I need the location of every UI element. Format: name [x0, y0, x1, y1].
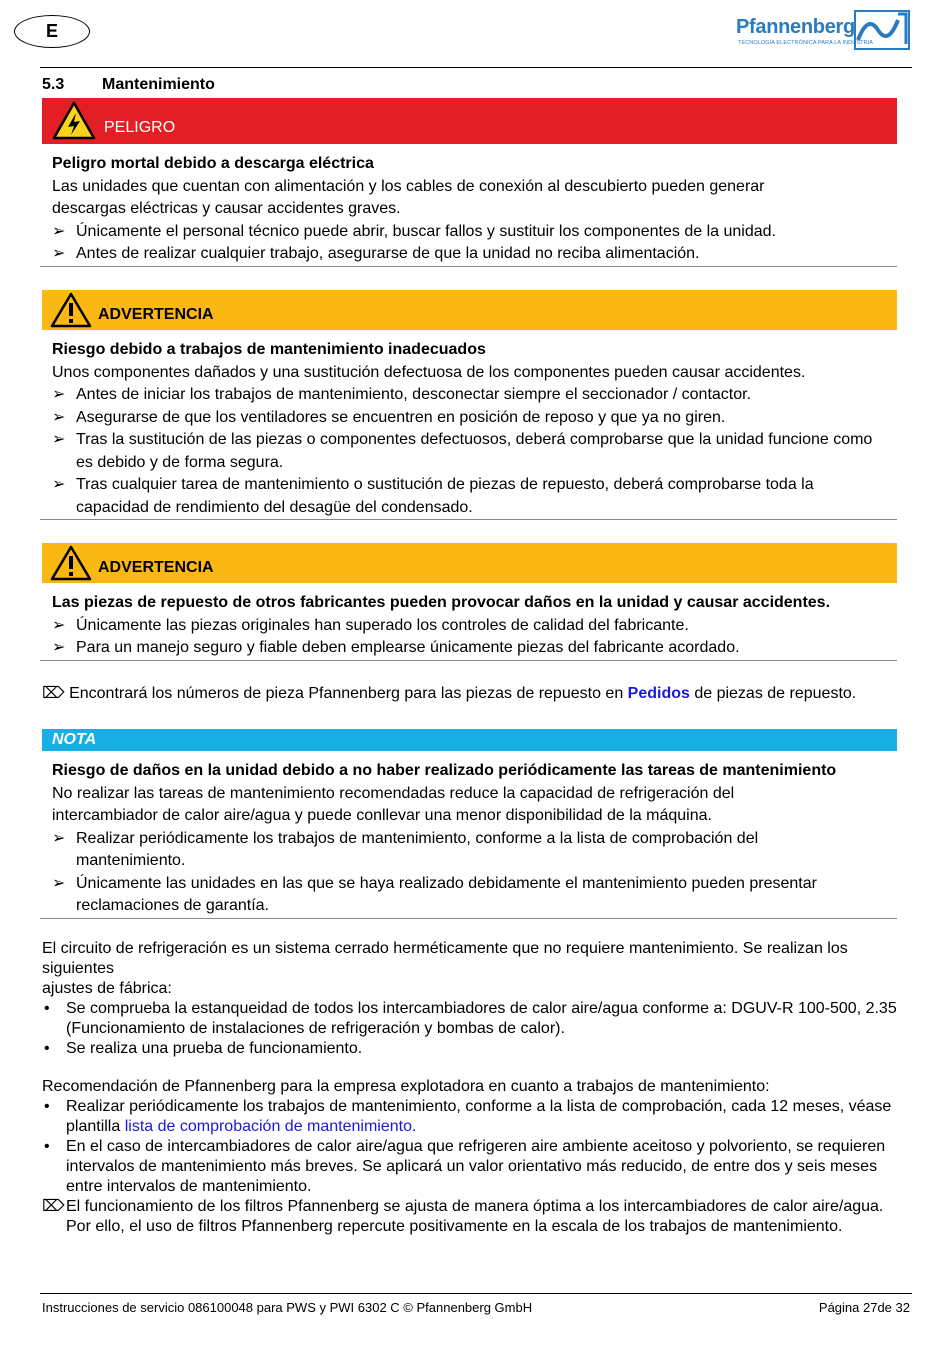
arrow-bullet-icon: ➢ — [52, 476, 66, 493]
warning2-heading: Las piezas de repuesto de otros fabricantes pueden provocar daños en la unidad y causar accidentes. — [52, 594, 831, 611]
pointer-icon: ⌦ — [42, 1198, 65, 1215]
recommendation-paragraph — [42, 1077, 912, 1237]
warning-label: ADVERTENCIA — [98, 559, 214, 576]
list-item: ➢ Únicamente las unidades en las que se haya realizado debidamente el mantenimiento pueden presentar reclamaciones de garantía. — [52, 874, 817, 914]
danger-banner — [42, 98, 897, 144]
warning1-content — [52, 339, 902, 519]
section-title — [42, 76, 215, 94]
warning-banner — [42, 543, 897, 583]
arrow-bullet-icon: ➢ — [52, 245, 66, 262]
warning2-content — [52, 592, 902, 660]
arrow-bullet-icon: ➢ — [52, 431, 66, 448]
list-item: ➢ Tras la sustitución de las piezas o componentes defectuosos, deberá comprobarse que la unidad funcione como es debido y de forma segura. — [52, 431, 873, 471]
circuit-paragraph — [42, 939, 912, 1059]
circuit-line1: El circuito de refrigeración es un sistema cerrado herméticamente que no requiere mantenimiento. Se realizan los siguientes — [42, 940, 848, 977]
list-item: ➢ Asegurarse de que los ventiladores se encuentren en posición de reposo y que ya no giren. — [52, 407, 902, 430]
pointer-icon: ⌦ — [42, 685, 65, 702]
warning1-text: Unos componentes dañados y una sustitución defectuosa de los componentes pueden causar accidentes. — [52, 363, 806, 381]
tip-item: ⌦ El funcionamiento de los filtros Pfannenberg se ajusta de manera óptima a los intercambiadores de calor aire/agua. Por ello, el uso de filtros Pfannenberg repercute positivamente en la escala de los trabajos de mantenimiento. — [42, 1198, 884, 1235]
divider — [40, 519, 897, 520]
logo-tagline: TECNOLOGÍA ELECTRÓNICA PARA LA INDUSTRIA — [738, 40, 874, 46]
warning-triangle-icon — [50, 545, 92, 581]
list-item: ➢ Únicamente las piezas originales han superado los controles de calidad del fabricante. — [52, 615, 902, 638]
danger-text: Las unidades que cuentan con alimentación y los cables de conexión al descubierto pueden generar descargas eléctricas y causar accidentes graves. — [52, 177, 765, 217]
warning-label: ADVERTENCIA — [98, 306, 214, 323]
recommendation-intro: Recomendación de Pfannenberg para la empresa explotadora en cuanto a trabajos de mantenimiento: — [42, 1078, 770, 1095]
arrow-bullet-icon: ➢ — [52, 386, 66, 403]
section-number: 5.3 — [42, 76, 65, 93]
arrow-bullet-icon: ➢ — [52, 874, 66, 892]
list-item: ➢ Antes de iniciar los trabajos de mantenimiento, desconectar siempre el seccionador / contactor. — [52, 384, 902, 407]
header-rule — [40, 67, 912, 68]
list-item: ➢ Para un manejo seguro y fiable deben emplearse únicamente piezas del fabricante acordado. — [52, 637, 902, 660]
circuit-line2: ajustes de fábrica: — [42, 980, 172, 997]
note-heading: Riesgo de daños en la unidad debido a no haber realizado periódicamente las tareas de mantenimiento — [52, 762, 837, 779]
note-banner — [42, 729, 897, 751]
bullet-icon: • — [44, 1098, 50, 1115]
note-text: No realizar las tareas de mantenimiento recomendadas reduce la capacidad de refrigeración del intercambiador de calor aire/agua y puede conllevar una menor disponibilidad de la máquina. — [52, 784, 735, 824]
note-content — [52, 760, 902, 918]
list-item: ➢ Realizar periódicamente los trabajos de mantenimiento, conforme a la lista de comprobación del mantenimiento. — [52, 829, 759, 869]
logo-name: Pfannenberg — [736, 16, 855, 38]
list-item: ➢ Únicamente el personal técnico puede abrir, buscar fallos y sustituir los componentes de la unidad. — [52, 221, 902, 244]
pfannenberg-logo — [736, 8, 912, 50]
list-item: ➢ Antes de realizar cualquier trabajo, asegurarse de que la unidad no reciba alimentación. — [52, 243, 902, 266]
language-badge: E — [14, 15, 90, 48]
warning-banner — [42, 290, 897, 330]
checklist-link[interactable]: lista de comprobación de mantenimiento. — [124, 1118, 417, 1135]
danger-content — [52, 153, 902, 266]
list-item: • En el caso de intercambiadores de calor aire/agua que refrigeren aire ambiente aceitoso y polvoriento, se requieren intervalos de mantenimiento más breves. Se aplicará un valor orientativo más reducido, de entre dos y seis meses entre intervalos de mantenimiento. — [44, 1138, 886, 1195]
divider — [40, 660, 897, 661]
arrow-bullet-icon: ➢ — [52, 616, 66, 634]
danger-heading: Peligro mortal debido a descarga eléctrica — [52, 155, 374, 172]
electric-hazard-icon — [52, 101, 96, 141]
arrow-bullet-icon: ➢ — [52, 639, 66, 656]
list-item: • Se realiza una prueba de funcionamiento. — [44, 1040, 363, 1057]
bullet-icon: • — [44, 1000, 50, 1017]
footer-document-info: Instrucciones de servicio 086100048 para PWS y PWI 6302 C © Pfannenberg GmbH — [42, 1300, 533, 1315]
footer-rule — [40, 1293, 912, 1294]
list-item: • Realizar periódicamente los trabajos de mantenimiento, conforme a la lista de comprobación, cada 12 meses, véase plantilla lista de comprobación de mantenimiento. — [44, 1098, 892, 1135]
footer-page-number: Página 27de 32 — [818, 1300, 910, 1315]
list-item: • Se comprueba la estanqueidad de todos los intercambiadores de calor aire/agua conforme a: DGUV-R 100-500, 2.35 (Funcionamiento de instalaciones de refrigeración y bombas de calor). — [44, 1000, 897, 1037]
divider — [40, 918, 897, 919]
danger-label: PELIGRO — [104, 119, 176, 136]
arrow-bullet-icon: ➢ — [52, 222, 66, 240]
bullet-icon: • — [44, 1040, 50, 1057]
divider — [40, 266, 897, 267]
section-heading: Mantenimiento — [102, 76, 215, 93]
arrow-bullet-icon: ➢ — [52, 829, 66, 847]
pedidos-link[interactable]: Pedidos — [627, 685, 690, 702]
note-label: NOTA — [52, 731, 97, 748]
reference-line: ⌦ Encontrará los números de pieza Pfannenberg para las piezas de repuesto en Pedidos de piezas de repuesto. — [42, 685, 857, 702]
list-item: ➢ Tras cualquier tarea de mantenimiento o sustitución de piezas de repuesto, deberá comprobarse toda la capacidad de rendimiento del desagüe del condensado. — [52, 476, 814, 516]
warning1-heading: Riesgo debido a trabajos de mantenimiento inadecuados — [52, 341, 486, 358]
logo-wave-icon — [854, 10, 910, 50]
bullet-icon: • — [44, 1138, 50, 1155]
arrow-bullet-icon: ➢ — [52, 408, 66, 426]
warning-triangle-icon — [50, 292, 92, 328]
